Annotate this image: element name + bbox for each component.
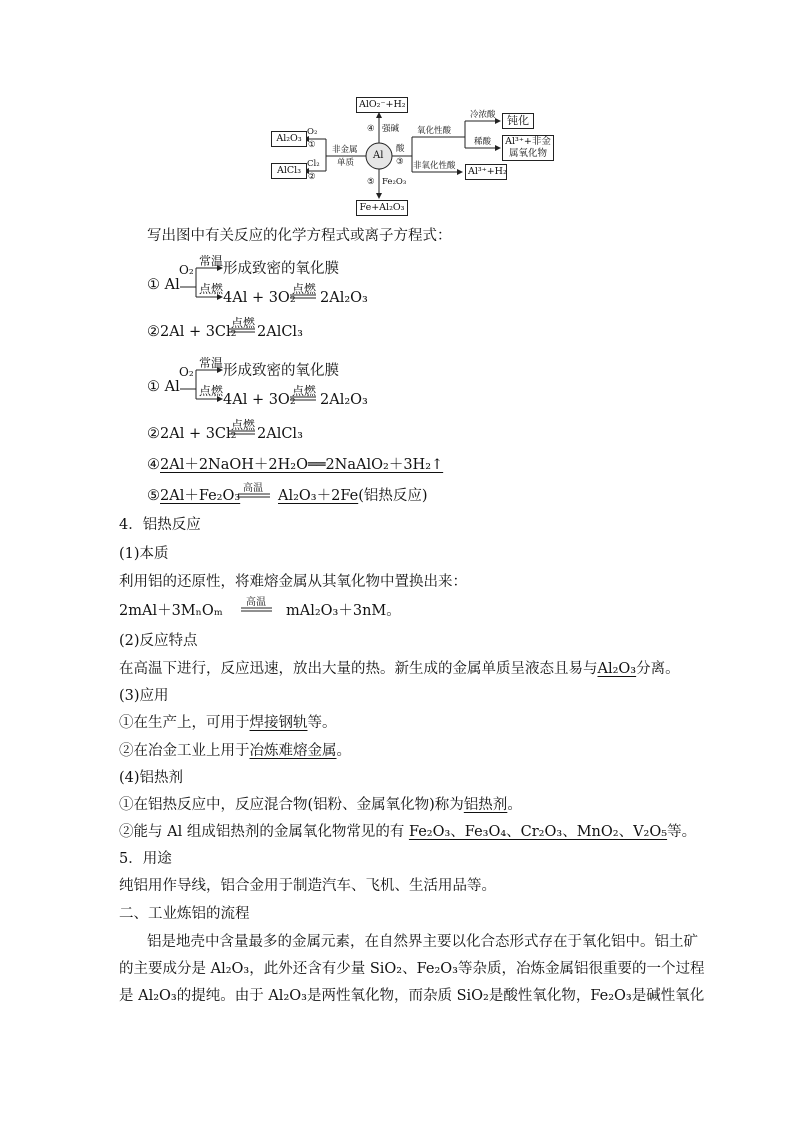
label-cl2: Cl₂	[307, 159, 320, 169]
label-cold-conc-acid: 冷浓酸	[470, 110, 496, 120]
product-box-alcl3: AlCl₃	[271, 163, 307, 179]
label-element: 单质	[337, 158, 355, 168]
label-num-2: ②	[308, 172, 316, 182]
section-two-title: 二、工业炼铝的流程	[119, 906, 250, 922]
product-box-alo2-h2: AlO₂⁻+H₂	[356, 97, 408, 113]
eq1a-cond-top: 常温	[199, 254, 224, 268]
product-box-passivation: 钝化	[502, 113, 534, 129]
eq1b-reagent: O₂	[179, 365, 194, 379]
eq1a-cond-bottom: 点燃	[199, 282, 224, 296]
eq2a-cond: 点燃	[231, 316, 256, 330]
label-num-3: ③	[396, 157, 404, 167]
eq2a-rhs: 2AlCl₃	[257, 324, 303, 340]
eq5-rhs: Al₂O₃＋2Fe(铝热反应)	[278, 488, 428, 504]
label-num-1: ①	[308, 140, 316, 150]
intro-text: 写出图中有关反应的化学方程式或离子方程式：	[147, 228, 452, 244]
eq2b-rhs: 2AlCl₃	[257, 426, 303, 442]
eq2b-lhs: ②2Al + 3Cl₂	[147, 426, 237, 442]
section-4-2-heading: (2)反应特点	[119, 633, 198, 649]
eq1a-cond-eq: 点燃	[292, 282, 317, 296]
section-5-text: 纯铝用作导线，铝合金用于制造汽车、飞机、生活用品等。	[119, 878, 496, 894]
section-5-title: 5．用途	[119, 851, 172, 867]
equation-4: ④2Al＋2NaOH＋2H₂O══2NaAlO₂＋3H₂↑	[147, 457, 444, 473]
section-4-3-line-1: ①在生产上，可用于焊接钢轨等。	[119, 715, 337, 731]
section-4-3-heading: (3)应用	[119, 688, 169, 704]
eq1a-result: 2Al₂O₃	[320, 290, 368, 306]
product-box-al3-h2: Al³⁺+H₂	[465, 164, 507, 180]
eq1b-result: 2Al₂O₃	[320, 392, 368, 408]
section-two-para-1: 铝是地壳中含量最多的金属元素，在自然界主要以化合态形式存在于氧化铝中。铝土矿	[147, 934, 698, 950]
label-num-5: ⑤	[367, 177, 375, 187]
section-4-3-line-2: ②在冶金工业上用于冶炼难熔金属。	[119, 743, 351, 759]
eq1b-product-top: 形成致密的氧化膜	[223, 363, 339, 379]
section-4-2-text: 在高温下进行，反应迅速，放出大量的热。新生成的金属单质呈液态且易与Al₂O₃分离。	[119, 661, 680, 677]
eq1b-cond-top: 常温	[199, 356, 224, 370]
s41-eq-rhs: mAl₂O₃＋3nM。	[286, 603, 401, 619]
center-al: Al	[373, 150, 384, 161]
eq1a-product-top: 形成致密的氧化膜	[223, 261, 339, 277]
s41-eq-cond: 高温	[246, 597, 266, 608]
section-two-para-3: 是 Al₂O₃的提纯。由于 Al₂O₃是两性氧化物，而杂质 SiO₂是酸性氧化物，Fe₂O₃是碱性氧化	[119, 988, 705, 1004]
label-strong-base: 强碱	[382, 124, 400, 134]
product-box-al2o3: Al₂O₃	[271, 131, 307, 147]
eq1b-num: ① Al	[147, 379, 180, 395]
eq2a-lhs: ②2Al + 3Cl₂	[147, 324, 237, 340]
label-dilute-acid: 稀酸	[474, 137, 492, 147]
label-fe2o3: Fe₂O₃	[382, 177, 407, 187]
eq1a-reagent: O₂	[179, 263, 194, 277]
s41-eq-lhs: 2mAl＋3MₙOₘ	[119, 603, 223, 619]
eq1a-num: ① Al	[147, 277, 180, 293]
section-two-para-2: 的主要成分是 Al₂O₃，此外还含有少量 SiO₂、Fe₂O₃等杂质，冶炼金属铝很重要的一个过程	[119, 961, 705, 977]
eq1b-cond-bottom: 点燃	[199, 384, 224, 398]
label-non-oxidizing-acid: 非氧化性酸	[413, 161, 456, 171]
section-4-4-line-2: ②能与 Al 组成铝热剂的金属氧化物常见的有 Fe₂O₃、Fe₃O₄、Cr₂O₃、MnO₂、V₂O₅等。	[119, 824, 697, 840]
eq1a-product-bottom: 4Al + 3O₂	[223, 290, 296, 306]
product-box-fe-al2o3: Fe+Al₂O₃	[356, 200, 408, 216]
eq5-cond: 高温	[243, 483, 263, 494]
product-box-al3-nonmetal-oxide: Al³⁺+非金属氧化物	[502, 135, 554, 161]
eq5-lhs: ⑤2Al＋Fe₂O₃	[147, 488, 241, 504]
section-4-title: 4．铝热反应	[119, 517, 201, 533]
eq2b-cond: 点燃	[231, 418, 256, 432]
eq1b-cond-eq: 点燃	[292, 384, 317, 398]
label-acid: 酸	[396, 144, 405, 154]
label-o2: O₂	[307, 127, 318, 137]
label-num-4: ④	[367, 124, 375, 134]
section-4-4-heading: (4)铝热剂	[119, 770, 184, 786]
label-nonmetal: 非金属	[332, 145, 358, 155]
section-4-1-text: 利用铝的还原性，将难熔金属从其氧化物中置换出来：	[119, 574, 467, 590]
eq1b-product-bottom: 4Al + 3O₂	[223, 392, 296, 408]
section-4-1-heading: (1)本质	[119, 546, 169, 562]
label-oxidizing-acid: 氧化性酸	[417, 126, 452, 136]
section-4-4-line-1: ①在铝热反应中，反应混合物(铝粉、金属氧化物)称为铝热剂。	[119, 797, 522, 813]
